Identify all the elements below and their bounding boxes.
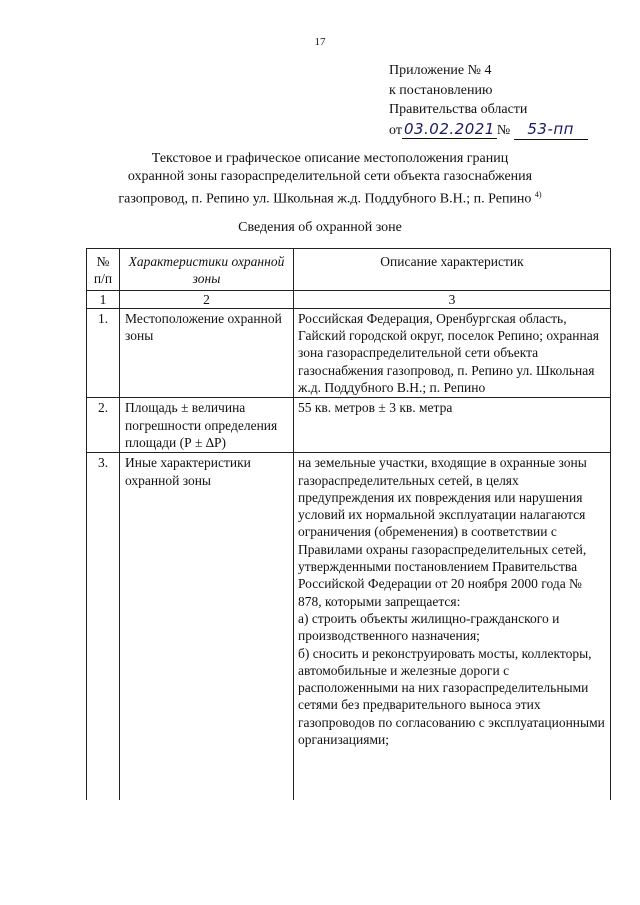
row-description — [294, 453, 611, 801]
column-number-row — [87, 290, 611, 308]
appendix-block — [389, 61, 588, 140]
title-line-3 — [80, 186, 580, 209]
title-line-3-text: газопровод, п. Репино ул. Школьная ж.д. Поддубного В.Н.; п. Репино — [118, 191, 532, 207]
table-row — [87, 398, 611, 453]
zone-table — [86, 248, 611, 800]
header-characteristics: Характеристики охранной зоны — [120, 249, 294, 291]
table-row — [87, 308, 611, 397]
page-number: 17 — [314, 36, 326, 48]
header-description: Описание характеристик — [294, 249, 611, 291]
appendix-line-3: Правительства области — [389, 102, 528, 117]
title-footnote: 4) — [534, 190, 542, 199]
table-header-row — [87, 249, 611, 291]
row-description-main: на земельные участки, входящие в охранные зоны газораспределительных сетей, в целях предупреждения их повреждения или нарушения условий их нормальной эксплуатации налагаются ограничения (обременения) в соответствии с Правилами охраны газораспределительных сетей, утвержденными постановлением Правительства Российской Федерации от 20 ноября 2000 года № 878, которыми запрещается: — [298, 455, 587, 609]
row-description-item-a: а) строить объекты жилищно-гражданского и производственного назначения; — [298, 610, 560, 644]
row-characteristic: Местоположение охранной зоны — [120, 308, 294, 397]
row-number: 1. — [87, 308, 120, 397]
row-description: 55 кв. метров ± 3 кв. метра — [294, 398, 611, 453]
row-description: Российская Федерация, Оренбургская область, Гайский городской округ, поселок Репино; охранная зона газораспределительной сети объекта газоснабжения газопровод, п. Репино ул. Школьная ж.д. Поддубного В.Н.; п. Репино — [294, 308, 611, 397]
column-number: 3 — [294, 290, 611, 308]
document-title — [80, 150, 580, 209]
number-prefix: № — [496, 122, 511, 138]
row-number: 2. — [87, 398, 120, 453]
handwritten-number: 53-пп — [514, 120, 588, 141]
appendix-line-1: Приложение № 4 — [389, 63, 492, 78]
table-row — [87, 453, 611, 801]
row-number: 3. — [87, 453, 120, 801]
row-characteristic: Площадь ± величина погрешности определения площади (Р ± ∆Р) — [120, 398, 294, 453]
row-description-item-b: б) сносить и реконструировать мосты, коллекторы, автомобильные и железные дороги с расположенными на них газораспределительными сетями без предварительного выноса этих газопроводов по согласованию с эксплуатационными организациями; — [298, 645, 605, 748]
row-characteristic: Иные характеристики охранной зоны — [120, 453, 294, 801]
header-number: № п/п — [87, 249, 120, 291]
column-number: 1 — [87, 290, 120, 308]
column-number: 2 — [120, 290, 294, 308]
date-prefix: от — [389, 122, 402, 138]
section-subtitle: Сведения об охранной зоне — [238, 220, 402, 235]
title-line-1: Текстовое и графическое описание местоположения границ — [151, 151, 509, 166]
appendix-date-row — [389, 120, 588, 141]
title-line-2: охранной зоны газораспределительной сети объекта газоснабжения — [127, 169, 533, 184]
handwritten-date: 03.02.2021 — [403, 119, 495, 138]
appendix-line-2: к постановлению — [389, 82, 493, 98]
